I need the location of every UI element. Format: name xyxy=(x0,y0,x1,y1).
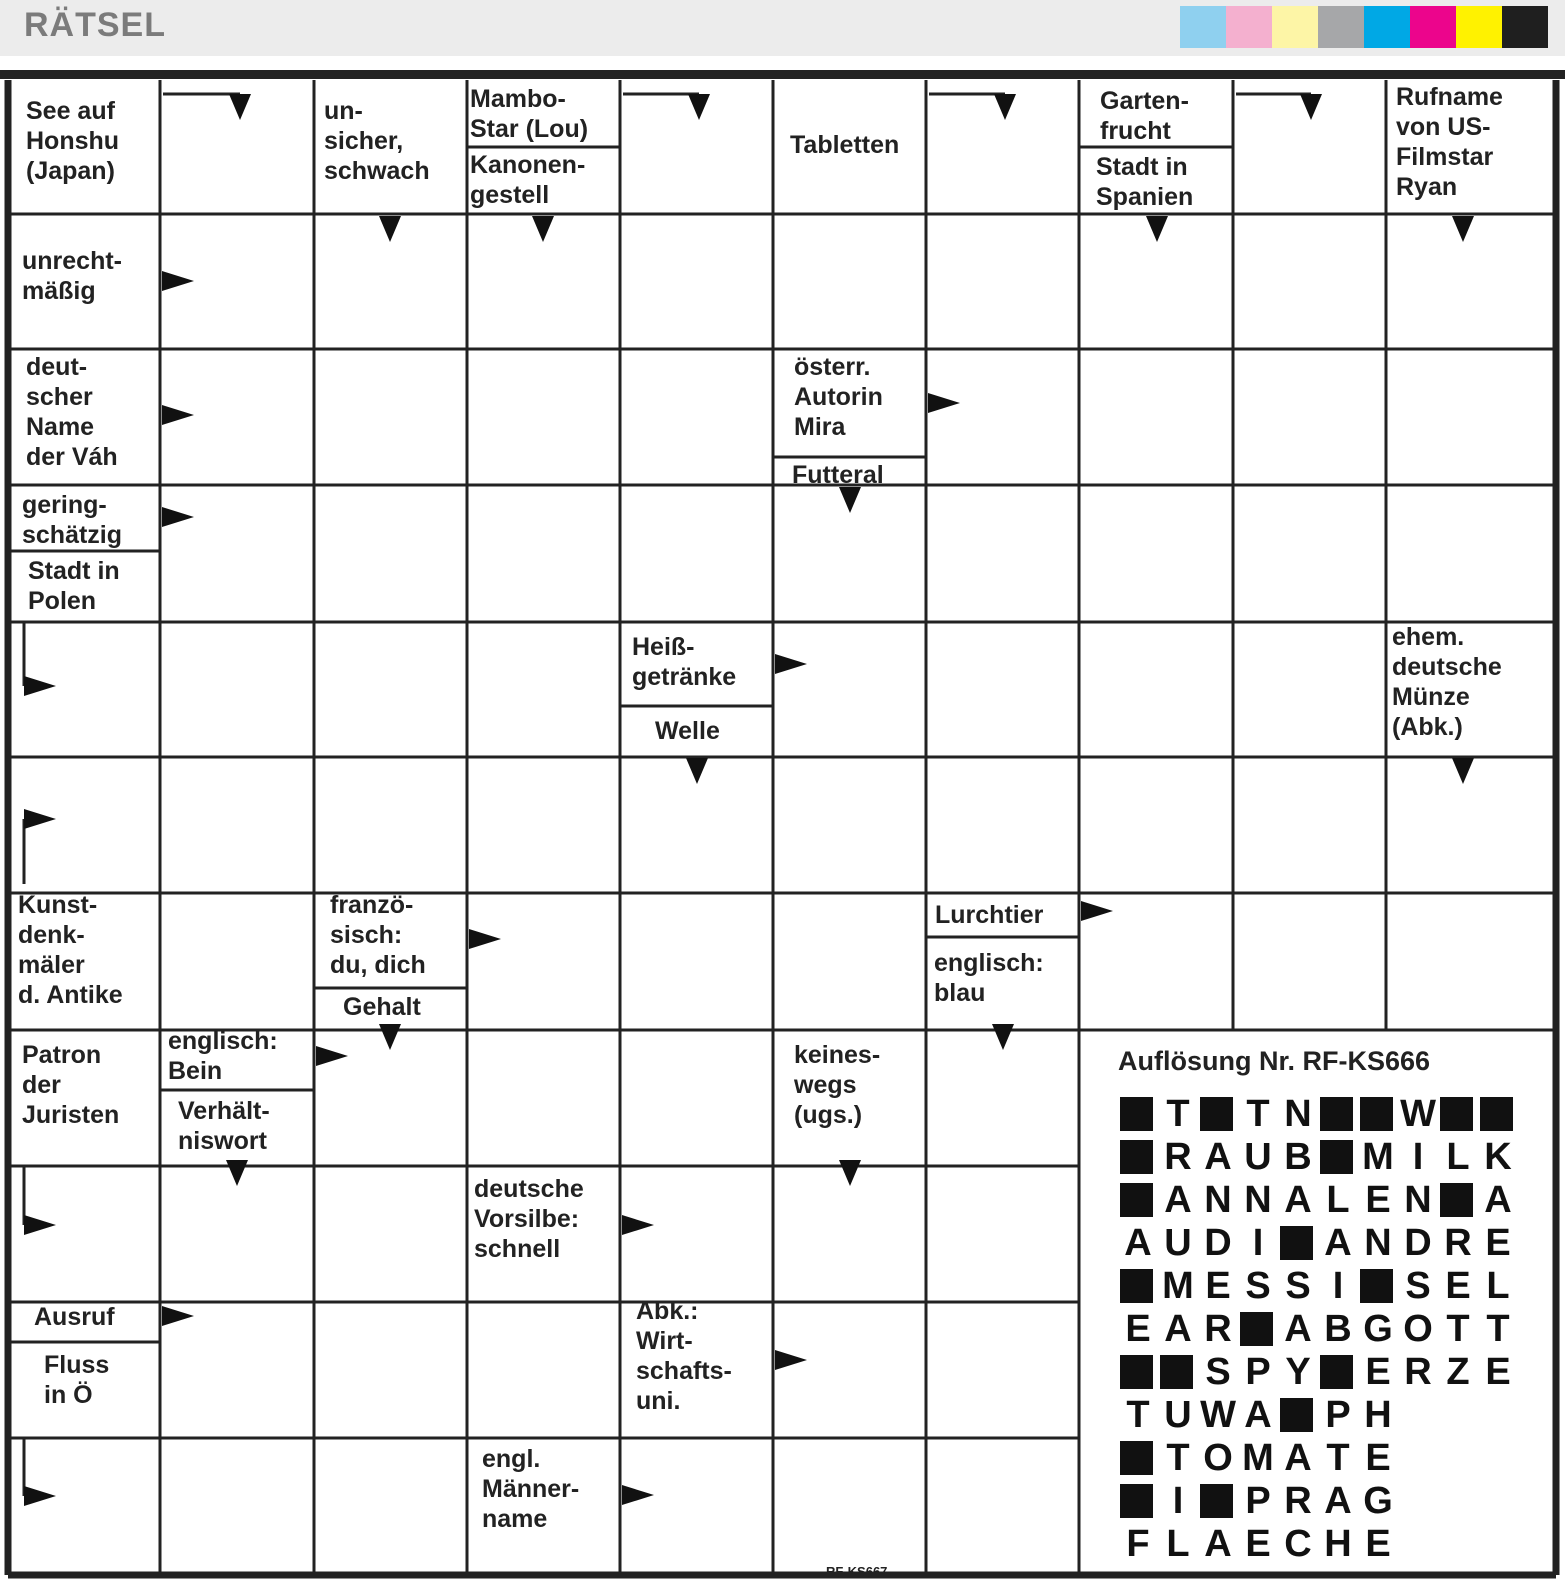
solution-letter: A xyxy=(1284,1437,1312,1479)
solution-black-cell xyxy=(1118,1480,1158,1523)
solution-letter: E xyxy=(1365,1179,1391,1221)
solution-black-cell xyxy=(1198,1480,1238,1523)
clue-text: englisch: blau xyxy=(934,949,1044,1007)
solution-black-cell xyxy=(1358,1265,1398,1308)
solution-letter: A xyxy=(1164,1308,1192,1350)
solution-black-cell xyxy=(1118,1136,1158,1179)
arrow-down-icon xyxy=(1146,216,1168,242)
arrow-down-icon xyxy=(992,1024,1014,1050)
solution-letter: H xyxy=(1324,1523,1352,1565)
arrow-down-icon xyxy=(532,216,554,242)
solution-letter: D xyxy=(1404,1222,1432,1264)
arrow-right-icon xyxy=(24,676,56,696)
solution-letter: L xyxy=(1446,1136,1470,1178)
solution-letter: E xyxy=(1125,1308,1151,1350)
solution-black-cell xyxy=(1118,1265,1158,1308)
clue-text: Ausruf xyxy=(34,1303,115,1331)
solution-letter: P xyxy=(1245,1480,1271,1522)
solution-letter: L xyxy=(1486,1265,1510,1307)
puzzle-code: RF-KS667 xyxy=(826,1564,888,1579)
solution-letter: U xyxy=(1244,1136,1272,1178)
clue-text: Rufname von US- Filmstar Ryan xyxy=(1396,83,1503,201)
solution-letter: G xyxy=(1363,1308,1393,1350)
solution-letter: T xyxy=(1246,1093,1270,1135)
arrow-down-icon xyxy=(1452,216,1474,242)
clue-text: Kunst- denk- mäler d. Antike xyxy=(18,891,123,1009)
solution-letter: N xyxy=(1284,1093,1312,1135)
solution-letter: O xyxy=(1203,1437,1233,1479)
clue-text: un- sicher, schwach xyxy=(324,97,430,185)
solution-letter: T xyxy=(1166,1093,1190,1135)
solution-black-cell xyxy=(1118,1351,1158,1394)
clue-text: Futteral xyxy=(792,461,884,489)
clue-text: Welle xyxy=(655,717,720,745)
arrow-down-icon xyxy=(379,1024,401,1050)
arrow-right-icon xyxy=(622,1485,654,1505)
solution-letter: A xyxy=(1124,1222,1152,1264)
solution-title: Auflösung Nr. RF-KS666 xyxy=(1118,1046,1431,1076)
solution-letter: D xyxy=(1204,1222,1232,1264)
solution-letter: N xyxy=(1244,1179,1272,1221)
solution-letter: I xyxy=(1172,1480,1184,1522)
solution-black-cell xyxy=(1278,1394,1318,1437)
solution-letter: R xyxy=(1404,1351,1432,1393)
solution-letter: T xyxy=(1446,1308,1470,1350)
arrow-down-icon xyxy=(994,94,1016,120)
arrow-right-icon xyxy=(162,1306,194,1326)
solution-letter: N xyxy=(1404,1179,1432,1221)
clue-text: Stadt in Spanien xyxy=(1096,153,1194,211)
arrow-down-icon xyxy=(686,758,708,784)
solution-black-cell xyxy=(1438,1093,1478,1136)
clue-text: Lurchtier xyxy=(935,901,1044,929)
puzzle-title: RÄTSEL xyxy=(24,6,166,44)
clue-text: keines- wegs (ugs.) xyxy=(794,1041,881,1129)
solution-letter: E xyxy=(1485,1222,1511,1264)
clue-text: gering- schätzig xyxy=(22,491,123,549)
clue-text: Abk.: Wirt- schafts- uni. xyxy=(636,1297,732,1415)
clue-text: Kanonen- gestell xyxy=(470,151,586,209)
solution-letter: A xyxy=(1324,1222,1352,1264)
solution-letter: T xyxy=(1126,1394,1150,1436)
solution-row xyxy=(1118,1523,1518,1566)
solution-black-cell xyxy=(1118,1093,1158,1136)
clue-text: deutsche Vorsilbe: schnell xyxy=(474,1175,584,1263)
solution-letter: O xyxy=(1403,1308,1433,1350)
solution-letter: F xyxy=(1126,1523,1150,1565)
solution-letter: S xyxy=(1245,1265,1271,1307)
clue-text: Patron der Juristen xyxy=(22,1041,120,1129)
solution-black-cell xyxy=(1278,1222,1318,1265)
solution-letter: K xyxy=(1484,1136,1512,1178)
solution-letter: S xyxy=(1205,1351,1231,1393)
solution-letter: T xyxy=(1166,1437,1190,1479)
solution-row xyxy=(1118,1179,1518,1222)
solution-letter: N xyxy=(1204,1179,1232,1221)
solution-black-cell xyxy=(1158,1351,1198,1394)
clue-text: Heiß- getränke xyxy=(632,633,737,691)
solution-black-cell xyxy=(1478,1093,1518,1136)
solution-black-cell xyxy=(1198,1093,1238,1136)
clue-text: Stadt in Polen xyxy=(28,557,120,615)
solution-grid xyxy=(1118,1093,1518,1566)
solution-letter: A xyxy=(1324,1480,1352,1522)
arrow-down-icon xyxy=(1300,94,1322,120)
solution-letter: B xyxy=(1284,1136,1312,1178)
solution-letter: P xyxy=(1325,1394,1351,1436)
solution-letter: M xyxy=(1362,1136,1394,1178)
solution-letter: E xyxy=(1485,1351,1511,1393)
solution-letter: A xyxy=(1484,1179,1512,1221)
solution-letter: Y xyxy=(1285,1351,1311,1393)
solution-black-cell xyxy=(1318,1351,1358,1394)
clue-text: Verhält- niswort xyxy=(178,1097,270,1155)
clue-text: Gehalt xyxy=(343,993,421,1021)
solution-letter: R xyxy=(1284,1480,1312,1522)
clue-text: Mambo- Star (Lou) xyxy=(470,85,589,143)
solution-row xyxy=(1118,1351,1518,1394)
solution-letter: U xyxy=(1164,1222,1192,1264)
arrow-down-icon xyxy=(688,94,710,120)
solution-letter: A xyxy=(1164,1179,1192,1221)
arrow-right-icon xyxy=(316,1046,348,1066)
arrow-right-icon xyxy=(24,809,56,829)
solution-row xyxy=(1118,1480,1518,1523)
arrow-right-icon xyxy=(775,654,807,674)
solution-letter: M xyxy=(1242,1437,1274,1479)
solution-letter: P xyxy=(1245,1351,1271,1393)
solution-letter: N xyxy=(1364,1222,1392,1264)
arrow-right-icon xyxy=(469,929,501,949)
clue-text: See auf Honshu (Japan) xyxy=(26,97,120,185)
arrow-down-icon xyxy=(839,1160,861,1186)
solution-black-cell xyxy=(1358,1093,1398,1136)
arrow-right-icon xyxy=(24,1215,56,1235)
solution-letter: M xyxy=(1162,1265,1194,1307)
solution-letter: E xyxy=(1365,1351,1391,1393)
solution-black-cell xyxy=(1118,1437,1158,1480)
solution-letter: A xyxy=(1284,1308,1312,1350)
arrow-right-icon xyxy=(162,271,194,291)
arrow-right-icon xyxy=(928,393,960,413)
clue-text: ehem. deutsche Münze (Abk.) xyxy=(1392,623,1502,741)
arrow-right-icon xyxy=(1081,901,1113,921)
arrow-right-icon xyxy=(162,507,194,527)
solution-letter: R xyxy=(1444,1222,1472,1264)
solution-letter: E xyxy=(1445,1265,1471,1307)
solution-letter: A xyxy=(1204,1523,1232,1565)
solution-black-cell xyxy=(1238,1308,1278,1351)
clue-text: österr. Autorin Mira xyxy=(794,353,883,441)
arrow-right-icon xyxy=(622,1215,654,1235)
arrow-down-icon xyxy=(839,487,861,513)
solution-letter: T xyxy=(1486,1308,1510,1350)
solution-letter: I xyxy=(1252,1222,1264,1264)
solution-letter: Z xyxy=(1446,1351,1470,1393)
solution-black-cell xyxy=(1118,1179,1158,1222)
solution-black-cell xyxy=(1438,1179,1478,1222)
solution-letter: E xyxy=(1365,1523,1391,1565)
solution-letter: E xyxy=(1365,1437,1391,1479)
solution-letter: A xyxy=(1284,1179,1312,1221)
solution-letter: L xyxy=(1326,1179,1350,1221)
solution-letter: U xyxy=(1164,1394,1192,1436)
solution-letter: A xyxy=(1244,1394,1272,1436)
solution-letter: G xyxy=(1363,1480,1393,1522)
clue-text: deut- scher Name der Váh xyxy=(26,353,118,471)
solution-letter: B xyxy=(1324,1308,1352,1350)
clue-text: Garten- frucht xyxy=(1100,87,1189,145)
arrow-down-icon xyxy=(226,1160,248,1186)
solution-letter: R xyxy=(1164,1136,1192,1178)
arrow-right-icon xyxy=(162,405,194,425)
clue-text: unrecht- mäßig xyxy=(22,247,122,305)
solution-letter: R xyxy=(1204,1308,1232,1350)
solution-letter: L xyxy=(1166,1523,1190,1565)
arrow-down-icon xyxy=(1452,758,1474,784)
solution-letter: E xyxy=(1245,1523,1271,1565)
solution-letter: W xyxy=(1400,1093,1436,1135)
arrow-right-icon xyxy=(24,1486,56,1506)
solution-row xyxy=(1118,1265,1518,1308)
solution-row xyxy=(1118,1437,1518,1480)
solution-letter: W xyxy=(1200,1394,1236,1436)
solution-letter: C xyxy=(1284,1523,1312,1565)
solution-letter: A xyxy=(1204,1136,1232,1178)
clue-text: franzö- sisch: du, dich xyxy=(330,891,426,979)
clue-text: engl. Männer- name xyxy=(482,1445,580,1533)
solution-letter: S xyxy=(1285,1265,1311,1307)
solution-row xyxy=(1118,1136,1518,1179)
solution-letter: S xyxy=(1405,1265,1431,1307)
arrow-down-icon xyxy=(229,94,251,120)
solution-row xyxy=(1118,1093,1518,1136)
arrow-down-icon xyxy=(379,216,401,242)
solution-black-cell xyxy=(1318,1093,1358,1136)
clue-text: Tabletten xyxy=(790,131,900,159)
clue-text: Fluss in Ö xyxy=(44,1351,110,1409)
solution-row xyxy=(1118,1308,1518,1351)
solution-black-cell xyxy=(1318,1136,1358,1179)
solution-letter: I xyxy=(1332,1265,1344,1307)
solution-letter: H xyxy=(1364,1394,1392,1436)
solution-letter: I xyxy=(1412,1136,1424,1178)
solution-letter: T xyxy=(1326,1437,1350,1479)
solution-row xyxy=(1118,1222,1518,1265)
solution-letter: E xyxy=(1205,1265,1231,1307)
solution-row xyxy=(1118,1394,1518,1437)
arrow-right-icon xyxy=(775,1350,807,1370)
clue-text: englisch: Bein xyxy=(168,1027,278,1085)
